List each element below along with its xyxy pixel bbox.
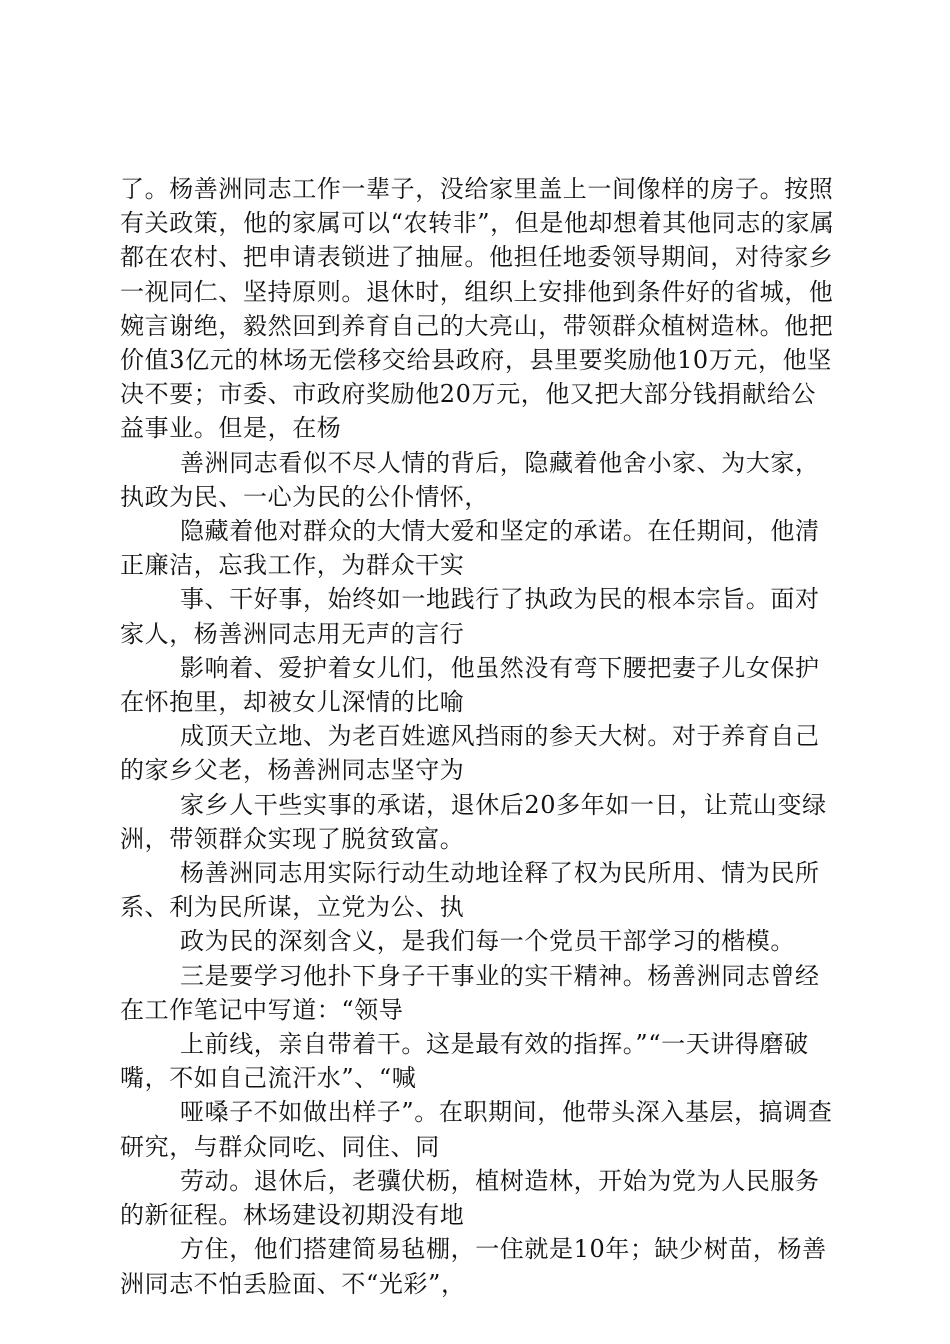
- paragraph: 隐藏着他对群众的大情大爱和坚定的承诺。在任期间，他清正廉洁，忘我工作，为群众干实: [120, 517, 820, 580]
- paragraph: 影响着、爱护着女儿们，他虽然没有弯下腰把妻子儿女保护在怀抱里，却被女儿深情的比喻: [120, 653, 820, 717]
- paragraph: 成顶天立地、为老百姓遮风挡雨的参天大树。对于养育自己的家乡父老，杨善洲同志坚守为: [120, 722, 820, 785]
- paragraph: 劳动。退休后，老骥伏枥，植树造林，开始为党为人民服务的新征程。林场建设初期没有地: [120, 1166, 820, 1230]
- paragraph: 方住，他们搭建简易毡棚，一住就是10年；缺少树苗，杨善洲同志不怕丢脸面、不“光彩”，: [120, 1235, 827, 1298]
- body-text: [120, 172, 840, 1301]
- paragraph: 上前线，亲自带着干。这是最有效的指挥。”“一天讲得磨破嘴，不如自己流汗水”、“喊: [120, 1030, 809, 1093]
- paragraph: 三是要学习他扑下身子干事业的实干精神。杨善洲同志曾经在工作笔记中写道：“领导: [120, 961, 820, 1024]
- paragraph: 家乡人干些实事的承诺，退休后20多年如一日，让荒山变绿洲，带领群众实现了脱贫致富。: [120, 790, 827, 853]
- paragraph: 哑嗓子不如做出样子”。在职期间，他带头深入基层，搞调查研究，与群众同吃、同住、同: [120, 1098, 833, 1161]
- paragraph: 政为民的深刻含义，是我们每一个党员干部学习的楷模。: [180, 927, 795, 956]
- paragraph: 了。杨善洲同志工作一辈子，没给家里盖上一间像样的房子。按照有关政策，他的家属可以“农转非”，但是他却想着其他同志的家属都在农村、把申请表锁进了抽屉。他担任地委领导期间，对待家乡一视同仁、坚持原则。退休时，组织上安排他到条件好的省城，他婉言谢绝，毅然回到养育自己的大亮山，带领群众植树造林。他把价值3亿元的林场无偿移交给县政府，县里要奖励他10万元，他坚决不要；市委、市政府奖励他20万元，他又把大部分钱捐献给公益事业。但是，在杨: [120, 175, 835, 443]
- paragraph: 善洲同志看似不尽人情的背后，隐藏着他舍小家、为大家，执政为民、一心为民的公仆情怀，: [120, 448, 820, 511]
- paragraph: 杨善洲同志用实际行动生动地诠释了权为民所用、情为民所系、利为民所谋，立党为公、执: [120, 859, 820, 922]
- paragraph: 事、干好事，始终如一地践行了执政为民的根本宗旨。面对家人，杨善洲同志用无声的言行: [120, 585, 820, 648]
